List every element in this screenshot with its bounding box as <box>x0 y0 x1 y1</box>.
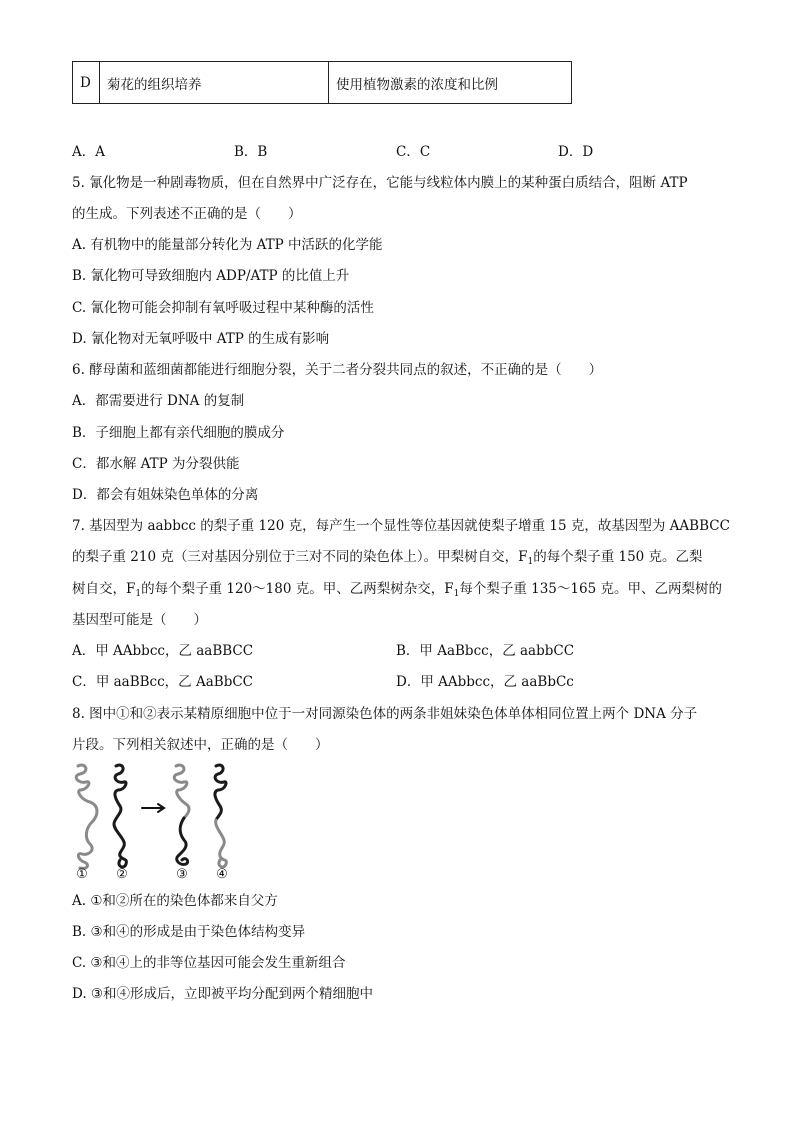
strand-3-dark-part <box>177 818 188 864</box>
label-4: ④ <box>216 867 228 880</box>
strand-2-dark <box>114 765 126 867</box>
q5-stem-line1: 5. 氰化物是一种剧毒物质，但在自然界中广泛存在，它能与线粒体内膜上的某种蛋白质结合，阻断 ATP <box>72 175 688 191</box>
q4-option-c: C．C <box>396 144 431 160</box>
answer-table-row <box>72 61 572 104</box>
q4-option-d: D．D <box>558 144 594 160</box>
table-cell-item: 菊花的组织培养 <box>100 62 329 103</box>
table-cell-desc: 使用植物激素的浓度和比例 <box>336 76 498 93</box>
strand-4-dark-part <box>215 765 226 820</box>
q7-option-c: C．甲 aaBBcc，乙 AaBbCC <box>72 674 253 690</box>
q6-stem: 6. 酵母菌和蓝细菌都能进行细胞分裂，关于二者分裂共同点的叙述，不正确的是（ ） <box>72 362 603 378</box>
q6-option-d: D．都会有姐妹染色单体的分离 <box>72 487 259 503</box>
q7-option-d: D．甲 AAbbcc，乙 aaBbCc <box>396 674 574 690</box>
q7-stem-line3: 树自交，$F_1$的每个梨子重 120～180 克。甲、乙两梨树杂交，$F_1$每个梨子重 135～165 克。甲、乙两梨树的 <box>72 581 722 599</box>
dna-crossover-figure <box>68 760 248 880</box>
q7-option-b: B．甲 AaBbcc，乙 aabbCC <box>396 643 575 659</box>
table-cell-letter: D <box>73 62 100 103</box>
q6-option-b: B．子细胞上都有亲代细胞的膜成分 <box>72 425 285 441</box>
q7-stem-line1: 7. 基因型为 aabbcc 的梨子重 120 克，每产生一个显性等位基因就使梨子增重 15 克，故基因型为 AABBCC <box>72 518 730 534</box>
q4-option-a: A．A <box>72 144 105 160</box>
q5-option-c: C. 氰化物可能会抑制有氧呼吸过程中某种酶的活性 <box>72 300 374 316</box>
q8-option-b: B. ③和④的形成是由于染色体结构变异 <box>72 924 306 940</box>
label-2: ② <box>116 867 128 880</box>
q5-option-a: A. 有机物中的能量部分转化为 ATP 中活跃的化学能 <box>72 237 383 253</box>
q5-option-b: B. 氰化物可导致细胞内 ADP/ATP 的比值上升 <box>72 268 350 284</box>
label-1: ① <box>76 867 88 880</box>
q7-option-a: A．甲 AAbbcc，乙 aaBBCC <box>72 643 254 659</box>
q6-option-c: C．都水解 ATP 为分裂供能 <box>72 456 240 472</box>
q4-option-b: B．B <box>234 144 268 160</box>
q8-option-a: A. ①和②所在的染色体都来自父方 <box>72 893 278 909</box>
q5-option-d: D. 氰化物对无氧呼吸中 ATP 的生成有影响 <box>72 331 330 347</box>
q5-stem-line2: 的生成。下列表述不正确的是（ ） <box>72 206 302 222</box>
q8-option-d: D. ③和④形成后，立即被平均分配到两个精细胞中 <box>72 986 374 1002</box>
q8-stem-line1: 8. 图中①和②表示某精原细胞中位于一对同源染色体的两条非姐妹染色体单体相同位置上两个 DNA 分子 <box>72 706 698 722</box>
strand-1-light <box>76 765 97 868</box>
q6-option-a: A．都需要进行 DNA 的复制 <box>72 393 245 409</box>
q8-option-c: C. ③和④上的非等位基因可能会发生重新组合 <box>72 955 346 971</box>
q8-stem-line2: 片段。下列相关叙述中，正确的是（ ） <box>72 737 329 753</box>
q7-stem-line4: 基因型可能是（ ） <box>72 612 207 628</box>
label-3: ③ <box>176 867 188 880</box>
strand-4-light-part <box>216 820 227 867</box>
strand-3-light-part <box>174 765 189 818</box>
q7-stem-line2: 的梨子重 210 克（三对基因分别位于三对不同的染色体上）。甲梨树自交，$F_1$的每个梨子重 150 克。乙梨 <box>72 549 703 567</box>
